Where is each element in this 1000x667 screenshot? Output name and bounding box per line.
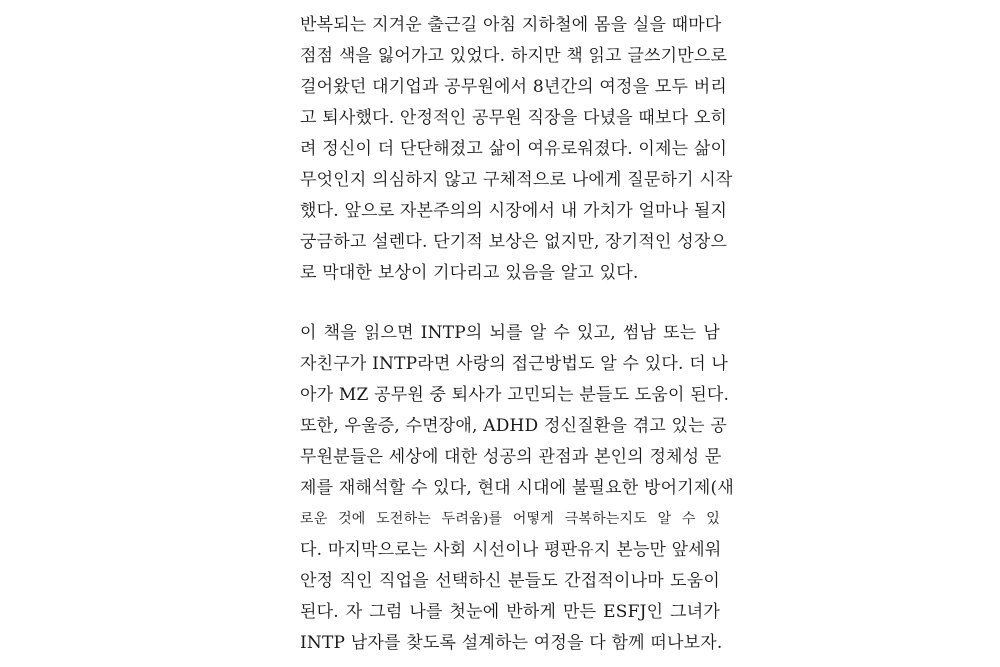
paragraph-line: 려 정신이 더 단단해졌고 삶이 여유로워졌다. 이제는 삶이 bbox=[300, 139, 728, 159]
text-column bbox=[300, 10, 734, 659]
paragraph-line: 고 퇴사했다. 안정적인 공무원 직장을 다녔을 때보다 오히 bbox=[300, 108, 728, 128]
paragraph-line: 무엇인지 의심하지 않고 구체적으로 나에게 질문하기 시작 bbox=[300, 170, 733, 190]
paragraph-line: 무원분들은 세상에 대한 성공의 관점과 본인의 정체성 문 bbox=[300, 447, 722, 467]
paragraph-line: 로 막대한 보상이 기다리고 있음을 알고 있다. bbox=[300, 263, 639, 283]
paragraph-line: 로운 것에 도전하는 두려움)를 어떻게 극복하는지도 알 수 있 bbox=[300, 511, 720, 527]
paragraph-line: 궁금하고 설렌다. 단기적 보상은 없지만, 장기적인 성장으 bbox=[300, 232, 728, 252]
paragraph-line: 제를 재해석할 수 있다, 현대 시대에 불필요한 방어기제(새 bbox=[300, 478, 734, 498]
paragraph-line: 안정 직인 직업을 선택하신 분들도 간접적이나마 도움이 bbox=[300, 571, 720, 591]
paragraph-about-book bbox=[300, 318, 734, 659]
paragraph-line: 걸어왔던 대기업과 공무원에서 8년간의 여정을 모두 버리 bbox=[300, 77, 727, 97]
paragraph-spacer bbox=[300, 289, 720, 318]
paragraph-line: 된다. 자 그럼 나를 첫눈에 반하게 만든 ESFJ인 그녀가 bbox=[300, 602, 720, 622]
paragraph-line: 자친구가 INTP라면 사랑의 접근방법도 알 수 있다. 더 나 bbox=[300, 354, 729, 374]
paragraph-line: 반복되는 지겨운 출근길 아침 지하철에 몸을 실을 때마다 bbox=[300, 15, 722, 35]
paragraph-line: 했다. 앞으로 자본주의의 시장에서 내 가치가 얼마나 될지 bbox=[300, 201, 728, 221]
paragraph-line: 또한, 우울증, 수면장애, ADHD 정신질환을 겪고 있는 공 bbox=[300, 416, 728, 436]
paragraph-line: 점점 색을 잃어가고 있었다. 하지만 책 읽고 글쓰기만으로 bbox=[300, 46, 728, 66]
paragraph-line: 이 책을 읽으면 INTP의 뇌를 알 수 있고, 썸남 또는 남 bbox=[300, 323, 720, 343]
paragraph-intro bbox=[300, 10, 733, 289]
paragraph-line: 다. 마지막으로는 사회 시선이나 평판유지 본능만 앞세워 bbox=[300, 540, 722, 560]
paragraph-line: INTP 남자를 찾도록 설계하는 여정을 다 함께 떠나보자. bbox=[300, 633, 723, 653]
paragraph-line: 아가 MZ 공무원 중 퇴사가 고민되는 분들도 도움이 된다. bbox=[300, 385, 730, 405]
